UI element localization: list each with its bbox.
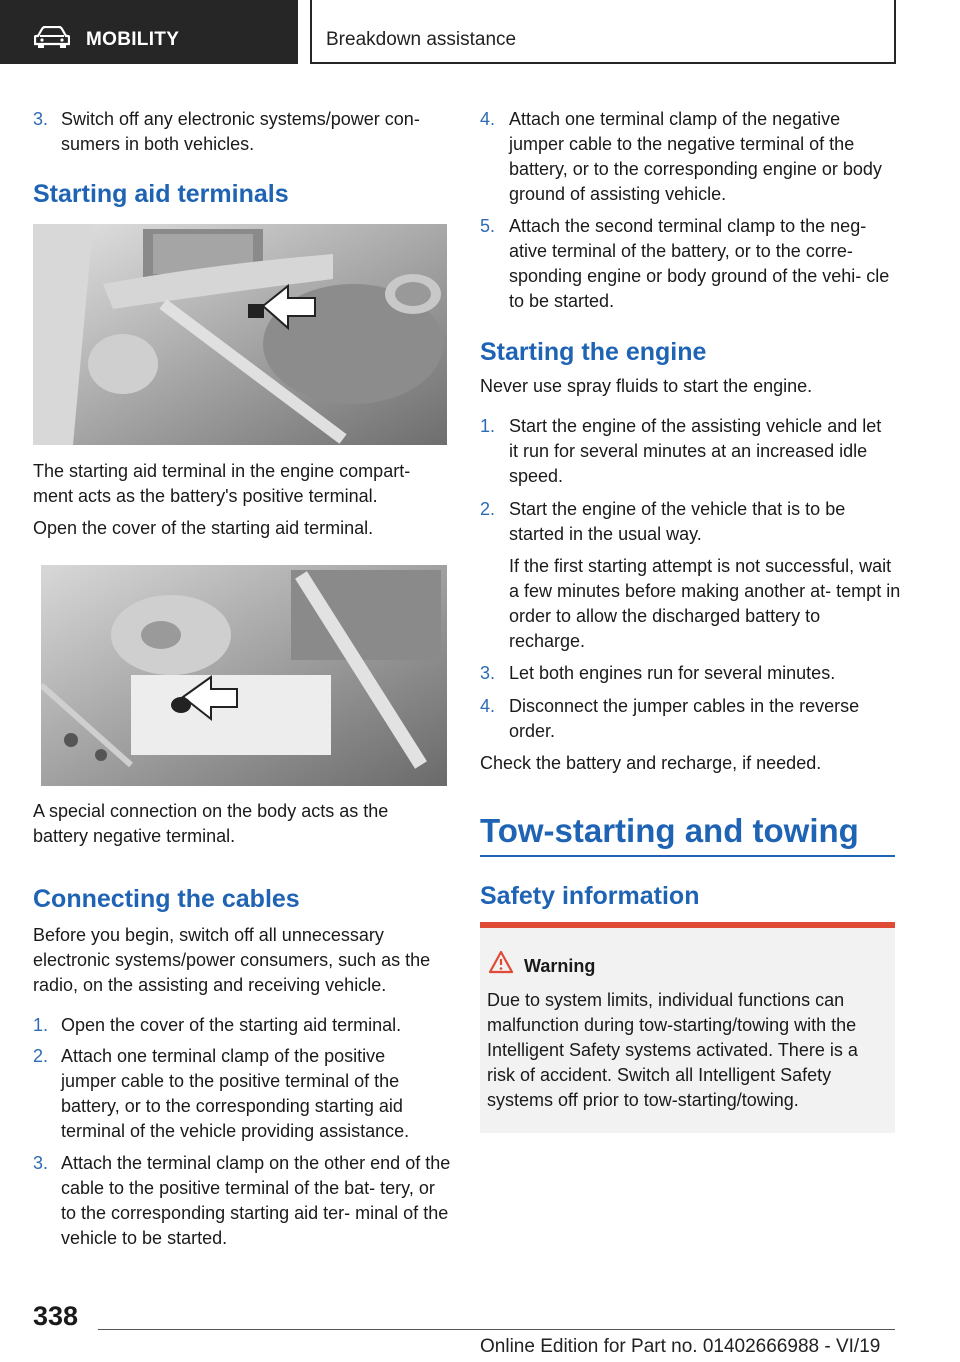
step-number: 4.	[480, 696, 496, 716]
section-tab	[310, 0, 896, 64]
chapter-label: MOBILITY	[86, 29, 180, 50]
warning-box	[480, 922, 895, 1133]
heading-safety-information: Safety information	[480, 882, 700, 910]
step-text: Switch off any electronic systems/power con- sumers in both vehicles.	[61, 109, 420, 154]
step-text: Attach one terminal clamp of the negative jumper cable to the negative terminal of the battery, or to the corresponding engine or body ground of assisting vehicle.	[509, 109, 882, 204]
page-number: 338	[33, 1301, 79, 1331]
footer-edition: Online Edition for Part no. 01402666988 - VI/19	[480, 1336, 881, 1357]
engine-compartment-photo	[33, 224, 447, 445]
step-number: 2.	[480, 499, 496, 519]
chapter-tab[interactable]	[0, 0, 298, 64]
paragraph: Never use spray fluids to start the engine.	[480, 376, 813, 396]
car-icon	[34, 26, 70, 48]
step-note: If the first starting attempt is not successful, wait a few minutes before making another at- tempt in order to allow the discharged battery to recharge.	[509, 556, 901, 651]
heading-starting-engine: Starting the engine	[480, 338, 707, 366]
step-text: Attach the terminal clamp on the other end of the cable to the positive terminal of the bat- tery, or to the corresponding starting aid ter- minal of the vehicle to be started.	[61, 1153, 451, 1248]
step-number: 1.	[33, 1015, 49, 1035]
paragraph: Check the battery and recharge, if needed.	[480, 753, 822, 773]
heading-tow-starting: Tow-starting and towing	[480, 812, 859, 849]
warning-triangle-icon	[488, 950, 514, 974]
step-number: 5.	[480, 216, 496, 236]
step-text: Disconnect the jumper cables in the reverse order.	[509, 696, 860, 741]
step-text: Start the engine of the assisting vehicle and let it run for several minutes at an increased idle speed.	[509, 416, 882, 486]
step-text: Open the cover of the starting aid terminal.	[61, 1015, 402, 1035]
step-number: 1.	[480, 416, 496, 436]
warning-body: Due to system limits, individual functions can malfunction during tow-starting/towing with the Intelligent Safety systems activated. There is a risk of accident. Switch all Intelligent Safety systems off prior to tow-starting/towing.	[487, 990, 858, 1110]
paragraph: Open the cover of the starting aid terminal.	[33, 518, 374, 538]
paragraph: The starting aid terminal in the engine compart- ment acts as the battery's positive terminal.	[33, 461, 411, 506]
body-ground-photo	[41, 565, 447, 786]
step-number: 4.	[480, 109, 496, 129]
page-header	[0, 0, 960, 66]
step-number: 3.	[480, 663, 496, 683]
heading-starting-aid-terminals: Starting aid terminals	[33, 180, 289, 208]
warning-title: Warning	[524, 956, 596, 976]
footer-rule	[98, 1329, 895, 1330]
step-number: 3.	[33, 109, 49, 129]
step-text: Start the engine of the vehicle that is to be started in the usual way.	[509, 499, 846, 544]
step-text: Attach the second terminal clamp to the neg- ative terminal of the battery, or to the corre- sponding engine or body ground of the vehi- cle to be started.	[509, 216, 890, 311]
step-text: Let both engines run for several minutes.	[509, 663, 836, 683]
section-label: Breakdown assistance	[326, 29, 517, 50]
step-number: 2.	[33, 1046, 49, 1066]
step-text: Attach one terminal clamp of the positive jumper cable to the positive terminal of the battery, or to the corresponding starting aid terminal of the vehicle providing assistance.	[61, 1046, 410, 1141]
paragraph: Before you begin, switch off all unnecessary electronic systems/power consumers, such as the radio, on the assisting and receiving vehicle.	[33, 925, 431, 995]
step-number: 3.	[33, 1153, 49, 1173]
paragraph: A special connection on the body acts as the battery negative terminal.	[33, 801, 389, 846]
heading-rule	[480, 855, 895, 857]
heading-connecting-cables: Connecting the cables	[33, 885, 300, 913]
